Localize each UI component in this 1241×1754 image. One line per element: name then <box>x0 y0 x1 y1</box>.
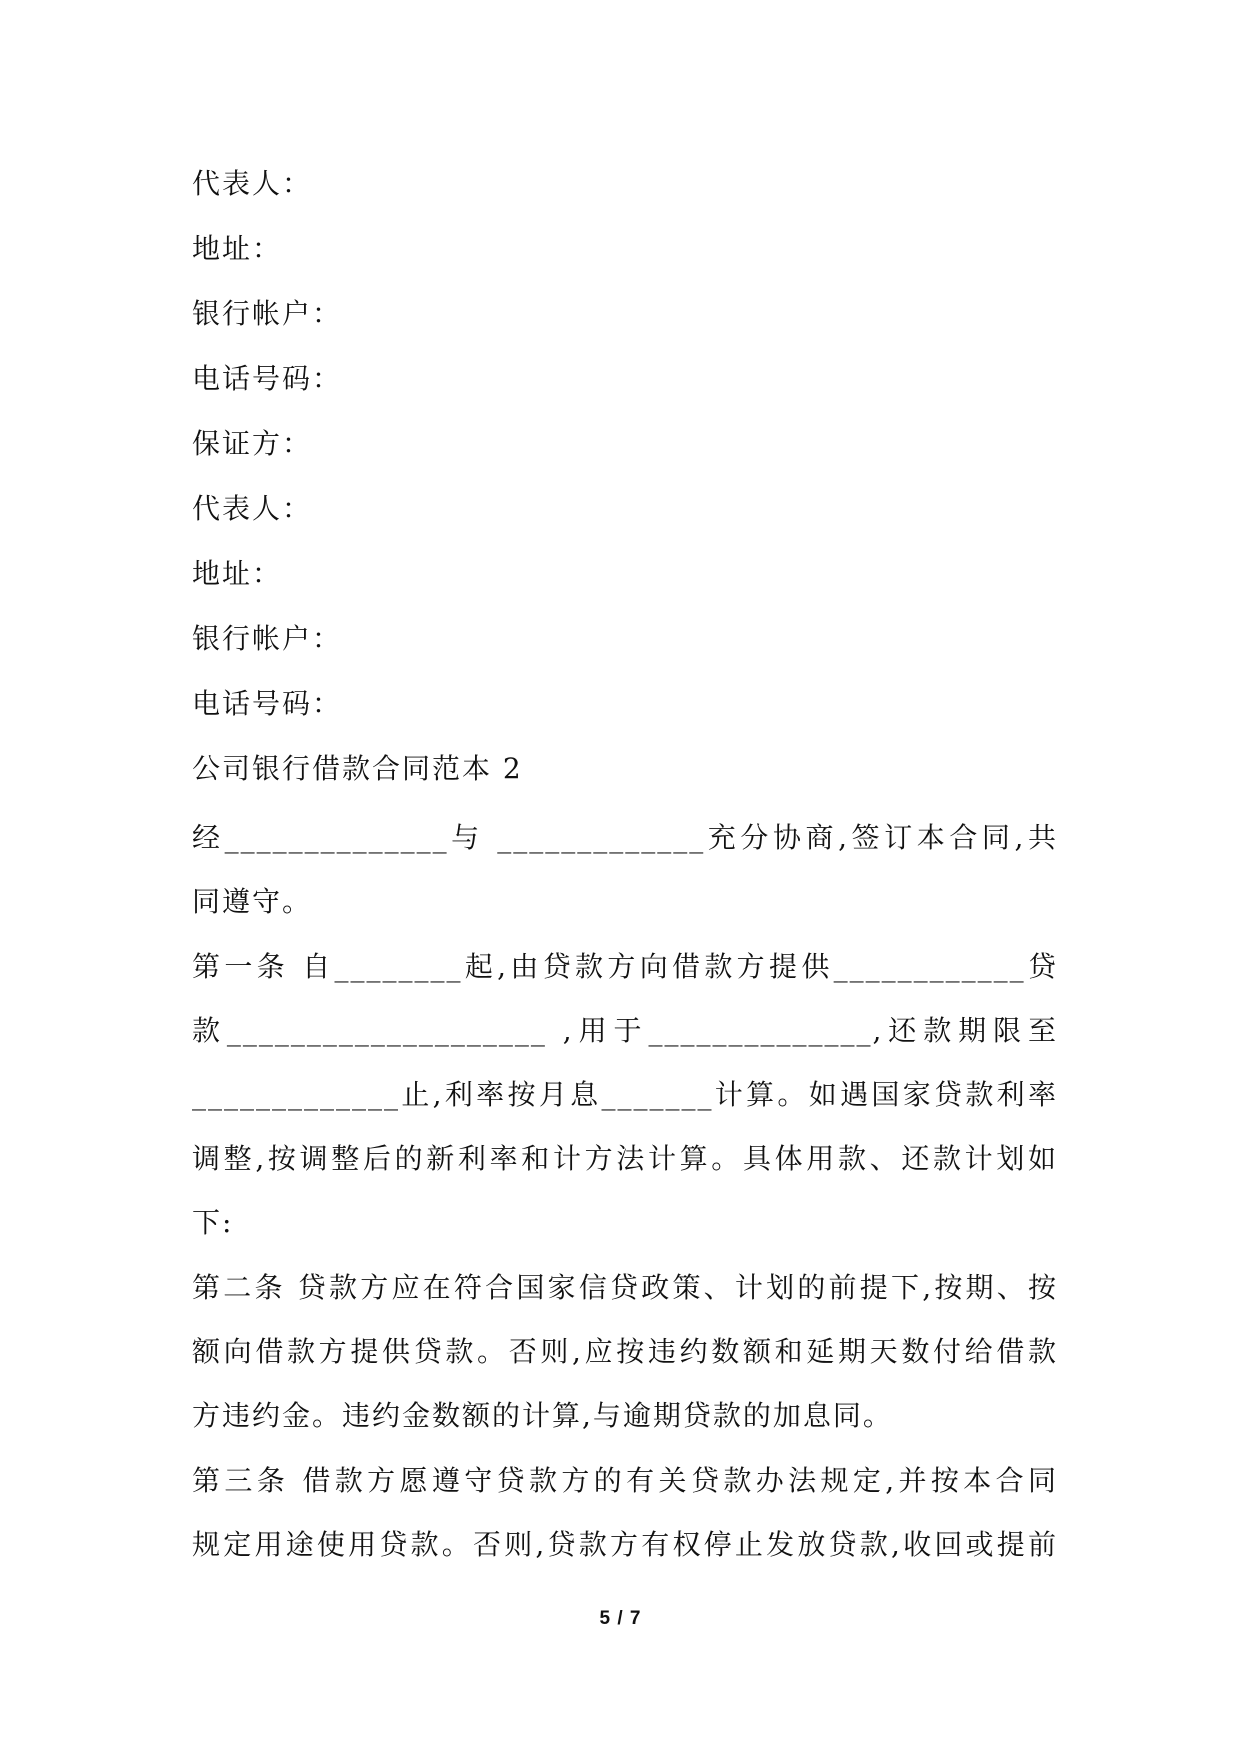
paragraph-line: _____________止,利率按月息_______计算。如遇国家贷款利率 <box>192 1078 1058 1111</box>
paragraph-line: 第一条 自________起,由贷款方向借款方提供____________贷 <box>192 950 1058 983</box>
paragraph-line: 调整,按调整后的新利率和计方法计算。具体用款、还款计划如 <box>192 1142 1058 1175</box>
paragraph-line: 额向借款方提供贷款。否则,应按违约数额和延期天数付给借款 <box>192 1335 1058 1368</box>
paragraph-article-2 <box>192 1256 1058 1448</box>
party-line-phone-2: 电话号码： <box>192 687 343 720</box>
paragraph-line: 第三条 借款方愿遵守贷款方的有关贷款办法规定,并按本合同 <box>192 1464 1058 1497</box>
paragraph-line: 款____________________ ,用于______________,还款期限至 <box>192 1014 1058 1047</box>
party-line-guarantor: 保证方： <box>192 427 313 460</box>
party-line-bank-account-1: 银行帐户： <box>192 297 343 330</box>
paragraph-line: 下: <box>192 1206 234 1239</box>
party-line-representative-1: 代表人： <box>192 167 313 200</box>
party-line-address-2: 地址： <box>192 557 283 590</box>
paragraph-article-3 <box>192 1449 1058 1577</box>
party-line-representative-2: 代表人： <box>192 492 313 525</box>
party-line-phone-1: 电话号码： <box>192 362 343 395</box>
party-line-address-1: 地址： <box>192 232 283 265</box>
paragraph-line: 方违约金。违约金数额的计算,与逾期贷款的加息同。 <box>192 1399 893 1432</box>
paragraph-line: 规定用途使用贷款。否则,贷款方有权停止发放贷款,收回或提前 <box>192 1528 1058 1561</box>
party-line-bank-account-2: 银行帐户： <box>192 622 343 655</box>
paragraph-article-1 <box>192 935 1058 1255</box>
paragraph-line: 第二条 贷款方应在符合国家信贷政策、计划的前提下,按期、按 <box>192 1271 1058 1304</box>
party-info-list <box>192 160 1058 745</box>
paragraph-preamble <box>192 806 1058 934</box>
page-number: 5 / 7 <box>599 1608 642 1629</box>
section-title: 公司银行借款合同范本 2 <box>192 752 523 785</box>
paragraph-line: 同遵守。 <box>192 885 313 918</box>
paragraph-line: 经______________与 _____________充分协商,签订本合同,共 <box>192 821 1058 854</box>
document-body <box>192 160 1058 1577</box>
